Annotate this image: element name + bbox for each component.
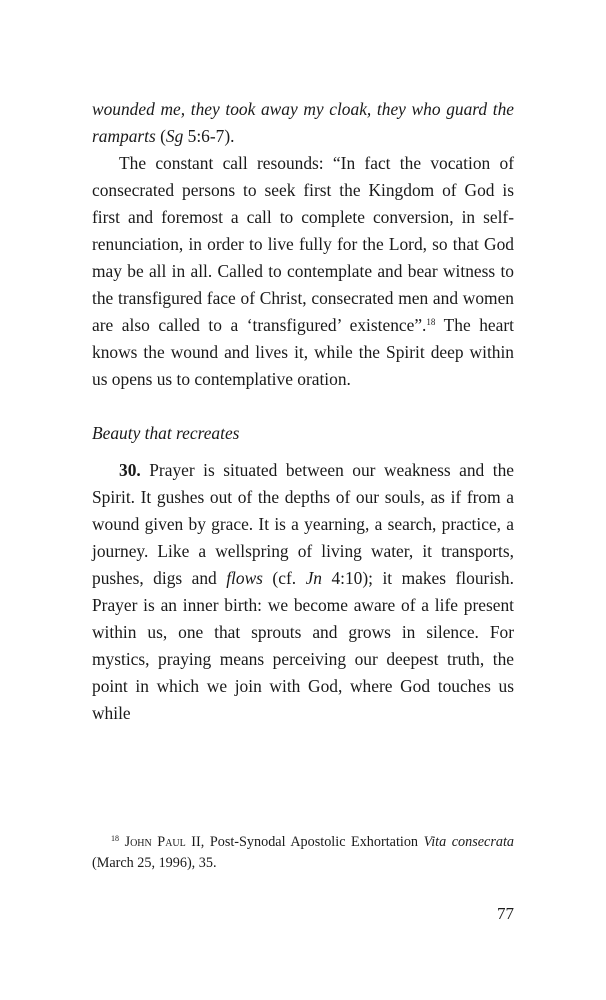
footnote-marker[interactable]: 18	[426, 317, 436, 327]
paragraph-number: 30.	[119, 460, 141, 480]
footnote-number: 18	[111, 834, 119, 843]
page-body	[92, 96, 514, 727]
emphasis-word: flows	[226, 568, 263, 588]
paragraph-continuation: wounded me, they took away my cloak, they who guard the ramparts (Sg 5:6-7).	[92, 99, 514, 146]
scripture-book: Jn	[305, 568, 322, 588]
paragraph-call: The constant call resounds: “In fact the vocation of consecrated persons to seek first the Kingdom of God is first and foremost a call to complete conversion, in self-renunciation, in order to live fully for the Lord, so that God may be all in all. Called to contemplate and bear witness to the transfigured face of Christ, consecrated men and women are also called to a ‘transfigured’ existence”.$^{18}$ The heart knows the wound and lives it, while the Spirit deep within us opens us to contemplative oration.	[92, 153, 514, 389]
page-number: 77	[497, 904, 514, 923]
footnote-author: John Paul	[124, 834, 186, 850]
scripture-book: Sg	[165, 126, 184, 146]
quote-italic: wounded me, they took away my cloak, they who guard the ramparts	[92, 99, 514, 146]
footnote: $^{18}$ John Paul II, Post-Synodal Apostolic Exhortation Vita consecrata (March 25, 1996), 35.	[92, 834, 514, 871]
paragraph-30: 30. Prayer is situated between our weakness and the Spirit. It gushes out of the depths of our souls, as if from a wound given by grace. It is a yearning, a search, practice, a journey. Like a wellspring of living water, it transports, pushes, digs and flows (cf. Jn 4:10); it makes flourish. Prayer is an inner birth: we become aware of a life present within us, one that sprouts and grows in silence. For mystics, praying means perceiving our deepest truth, the point in which we join with God, where God touches us while	[92, 460, 514, 723]
footnote-title: Vita consecrata	[423, 834, 514, 850]
section-heading: Beauty that recreates	[92, 423, 240, 443]
